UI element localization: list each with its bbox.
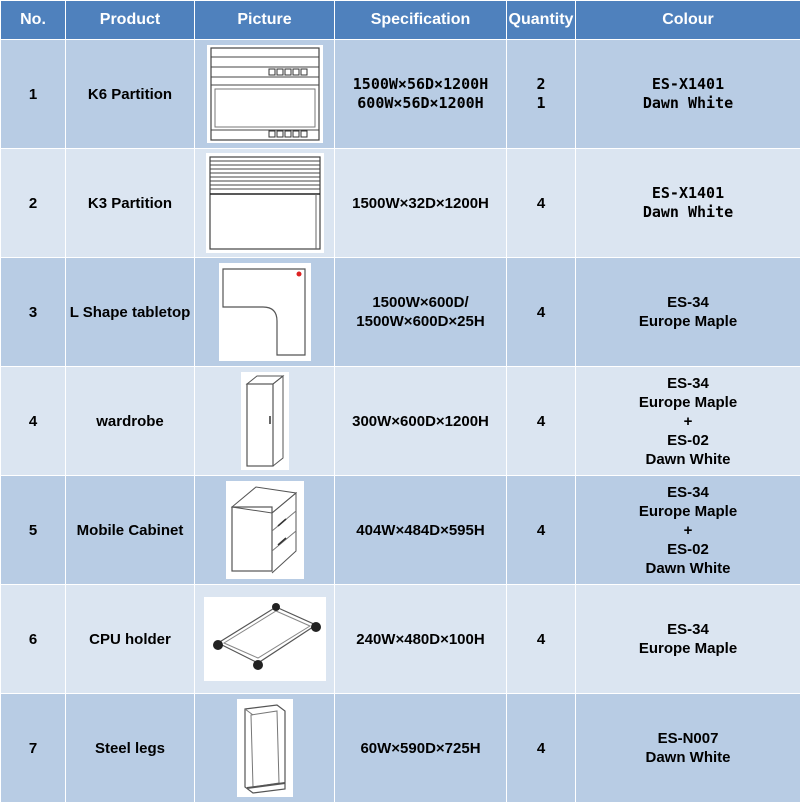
row-colour bbox=[576, 367, 800, 476]
header-picture: Picture bbox=[195, 1, 335, 40]
colour-line: Dawn White bbox=[576, 203, 800, 222]
row-no: 4 bbox=[1, 367, 66, 476]
quantity-line: 4 bbox=[507, 630, 575, 649]
header-row bbox=[1, 1, 800, 40]
colour-line: ES-34 bbox=[576, 620, 800, 639]
quantity-line: 2 bbox=[507, 75, 575, 94]
header-quantity: Quantity bbox=[507, 1, 576, 40]
colour-line: Dawn White bbox=[576, 748, 800, 767]
k3-partition-drawing-icon bbox=[206, 153, 324, 253]
header-specification: Specification bbox=[335, 1, 507, 40]
colour-line: + bbox=[576, 412, 800, 431]
row-quantity bbox=[507, 149, 576, 258]
colour-line: ES-34 bbox=[576, 374, 800, 393]
row-picture bbox=[195, 149, 335, 258]
colour-line: Dawn White bbox=[576, 94, 800, 113]
spec-line: 300W×600D×1200H bbox=[335, 412, 506, 431]
row-specification bbox=[335, 40, 507, 149]
header-colour: Colour bbox=[576, 1, 800, 40]
row-product: K3 Partition bbox=[66, 149, 195, 258]
header-product: Product bbox=[66, 1, 195, 40]
colour-line: Dawn White bbox=[576, 450, 800, 469]
quantity-line: 4 bbox=[507, 303, 575, 322]
row-quantity bbox=[507, 476, 576, 585]
row-quantity bbox=[507, 40, 576, 149]
row-picture bbox=[195, 585, 335, 694]
quantity-line: 4 bbox=[507, 194, 575, 213]
spec-line: 600W×56D×1200H bbox=[335, 94, 506, 113]
quantity-line: 4 bbox=[507, 739, 575, 758]
row-quantity bbox=[507, 585, 576, 694]
row-no: 7 bbox=[1, 694, 66, 803]
row-product: Steel legs bbox=[66, 694, 195, 803]
quantity-line: 1 bbox=[507, 94, 575, 113]
row-specification bbox=[335, 258, 507, 367]
colour-line: ES-02 bbox=[576, 540, 800, 559]
row-picture bbox=[195, 258, 335, 367]
row-specification bbox=[335, 694, 507, 803]
row-product: Mobile Cabinet bbox=[66, 476, 195, 585]
spec-line: 404W×484D×595H bbox=[335, 521, 506, 540]
colour-line: ES-X1401 bbox=[576, 75, 800, 94]
row-no: 2 bbox=[1, 149, 66, 258]
colour-line: ES-X1401 bbox=[576, 184, 800, 203]
spec-line: 1500W×56D×1200H bbox=[335, 75, 506, 94]
row-specification bbox=[335, 367, 507, 476]
row-product: wardrobe bbox=[66, 367, 195, 476]
row-picture bbox=[195, 476, 335, 585]
row-quantity bbox=[507, 367, 576, 476]
row-specification bbox=[335, 149, 507, 258]
row-colour bbox=[576, 258, 800, 367]
row-no: 1 bbox=[1, 40, 66, 149]
row-no: 3 bbox=[1, 258, 66, 367]
table-row bbox=[1, 149, 800, 258]
row-picture bbox=[195, 694, 335, 803]
row-no: 5 bbox=[1, 476, 66, 585]
spec-line: 60W×590D×725H bbox=[335, 739, 506, 758]
row-colour bbox=[576, 40, 800, 149]
quantity-line: 4 bbox=[507, 412, 575, 431]
colour-line: Europe Maple bbox=[576, 502, 800, 521]
steel-legs-drawing-icon bbox=[237, 699, 293, 797]
spec-line: 1500W×600D/ bbox=[335, 293, 506, 312]
row-product: CPU holder bbox=[66, 585, 195, 694]
table-row bbox=[1, 585, 800, 694]
l-shape-tabletop-drawing-icon bbox=[219, 263, 311, 361]
table-row bbox=[1, 40, 800, 149]
colour-line: ES-34 bbox=[576, 293, 800, 312]
row-product: L Shape tabletop bbox=[66, 258, 195, 367]
spec-line: 1500W×32D×1200H bbox=[335, 194, 506, 213]
spec-line: 240W×480D×100H bbox=[335, 630, 506, 649]
colour-line: + bbox=[576, 521, 800, 540]
quantity-line: 4 bbox=[507, 521, 575, 540]
row-colour bbox=[576, 585, 800, 694]
row-picture bbox=[195, 367, 335, 476]
colour-line: Europe Maple bbox=[576, 312, 800, 331]
table-row bbox=[1, 694, 800, 803]
row-colour bbox=[576, 694, 800, 803]
row-specification bbox=[335, 585, 507, 694]
colour-line: ES-02 bbox=[576, 431, 800, 450]
row-colour bbox=[576, 476, 800, 585]
k6-partition-drawing-icon bbox=[207, 45, 323, 143]
colour-line: Europe Maple bbox=[576, 393, 800, 412]
row-no: 6 bbox=[1, 585, 66, 694]
row-quantity bbox=[507, 258, 576, 367]
table-row bbox=[1, 258, 800, 367]
header-no: No. bbox=[1, 1, 66, 40]
row-specification bbox=[335, 476, 507, 585]
colour-line: Dawn White bbox=[576, 559, 800, 578]
colour-line: ES-N007 bbox=[576, 729, 800, 748]
cpu-holder-drawing-icon bbox=[204, 597, 326, 681]
row-picture bbox=[195, 40, 335, 149]
table-row bbox=[1, 476, 800, 585]
row-colour bbox=[576, 149, 800, 258]
spec-line: 1500W×600D×25H bbox=[335, 312, 506, 331]
row-quantity bbox=[507, 694, 576, 803]
colour-line: Europe Maple bbox=[576, 639, 800, 658]
table-row bbox=[1, 367, 800, 476]
mobile-cabinet-drawing-icon bbox=[226, 481, 304, 579]
wardrobe-drawing-icon bbox=[241, 372, 289, 470]
row-product: K6 Partition bbox=[66, 40, 195, 149]
colour-line: ES-34 bbox=[576, 483, 800, 502]
